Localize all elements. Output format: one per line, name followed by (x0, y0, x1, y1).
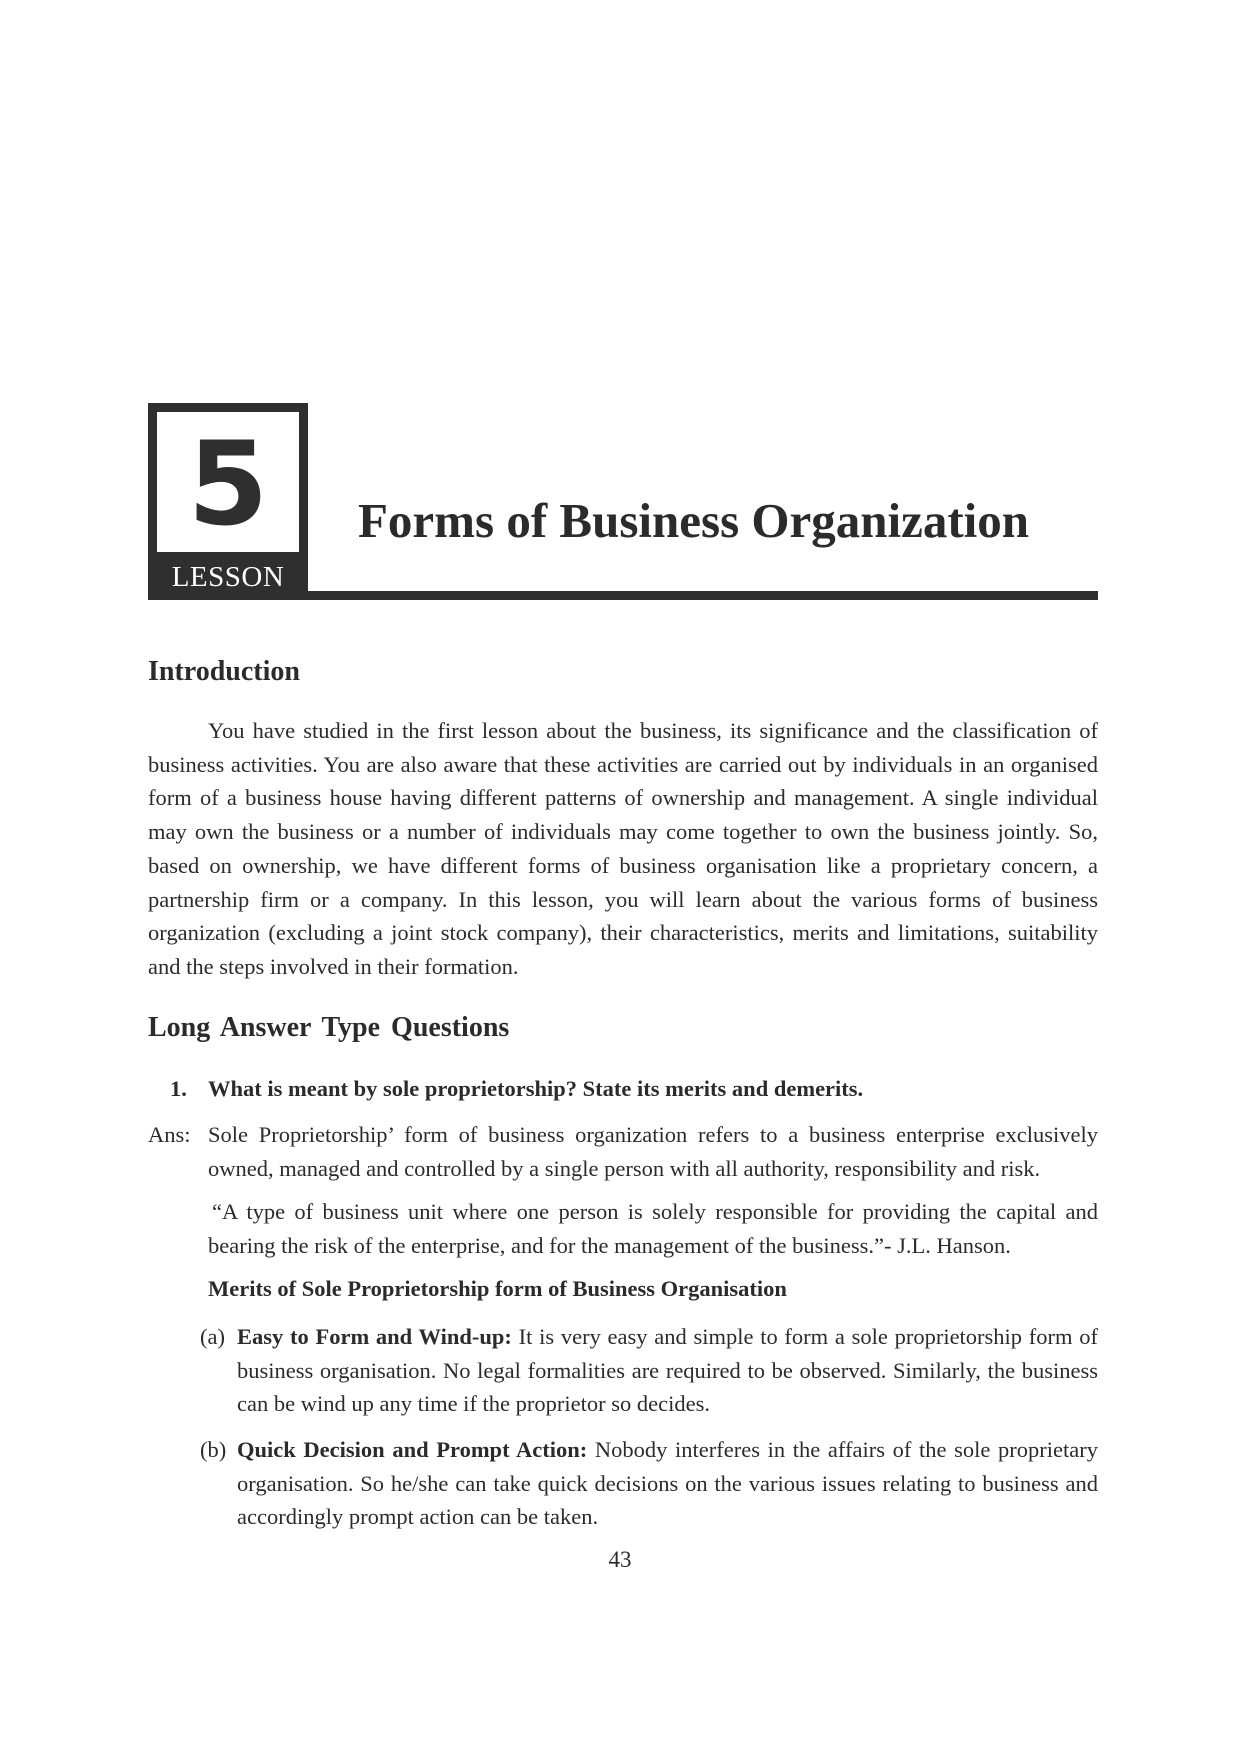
merit-title: Easy to Form and Wind-up: (237, 1324, 512, 1349)
merit-letter: (b) (200, 1437, 227, 1462)
header-rule (308, 591, 1098, 600)
chapter-title: Forms of Business Organization (358, 493, 1030, 548)
merit-item (200, 1320, 1098, 1421)
question-1 (170, 1074, 863, 1104)
introduction-heading: Introduction (148, 656, 300, 687)
lesson-number-box (157, 412, 299, 552)
page-number: 43 (608, 1547, 632, 1572)
question-number: 1. (170, 1076, 187, 1101)
merit-item (200, 1433, 1098, 1534)
merit-letter: (a) (200, 1324, 225, 1349)
answer-text: Sole Proprietorship’ form of business organization refers to a business enterprise exclusively owned, managed and controlled by a single person with all authority, responsibility and risk. (208, 1122, 1098, 1181)
lesson-label: LESSON (171, 561, 285, 593)
lesson-badge (148, 403, 308, 600)
merit-text: It is very easy and simple to form a sole proprietorship form of business organisation. No legal formalities are required to be observed. Similarly, the business can be wind up any time if the proprietor so decides. (237, 1324, 1098, 1417)
answer-quote: “A type of business unit where one person is solely responsible for providing the capital and bearing the risk of the enterprise, and for the management of the business.”- J.L. Hanson. (208, 1199, 1098, 1258)
merit-body (237, 1320, 1098, 1421)
merit-title: Quick Decision and Prompt Action: (237, 1437, 588, 1462)
merit-text: Nobody interferes in the affairs of the sole proprietary organisation. So he/she can take quick decisions on the various issues relating to business and accordingly prompt action can be taken. (237, 1437, 1098, 1530)
merits-heading: Merits of Sole Proprietorship form of Business Organisation (208, 1276, 787, 1301)
merit-body (237, 1433, 1098, 1534)
lesson-number: 5 (187, 417, 269, 552)
introduction-paragraph: You have studied in the first lesson about the business, its significance and the classification of business activities. You are also aware that these activities are carried out by individuals in an organised form of a business house having different patterns of ownership and management. A single individual may own the business or a number of individuals may come together to own the business jointly. So, based on ownership, we have different forms of business organisation like a proprietary concern, a partnership firm or a company. In this lesson, you will learn about the various forms of business organization (excluding a joint stock company), their characteristics, merits and limitations, suitability and the steps involved in their formation. (148, 718, 1098, 979)
long-answer-heading: Long Answer Type Questions (148, 1012, 510, 1043)
answer-label: Ans: (148, 1122, 191, 1147)
question-text: What is meant by sole proprietorship? State its merits and demerits. (208, 1076, 864, 1101)
